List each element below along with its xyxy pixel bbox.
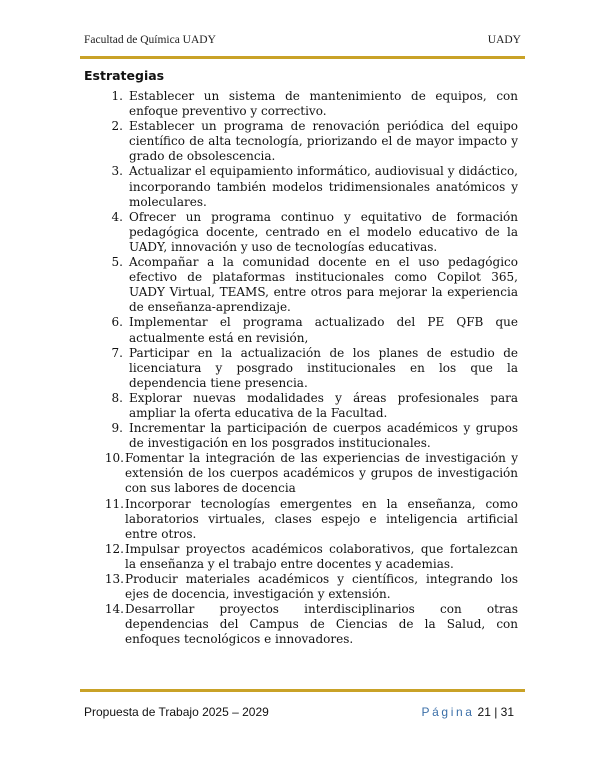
section-title: Estrategias [84,68,165,83]
strategy-item [84,572,518,602]
strategy-number: 7. [111,345,123,360]
strategy-item [84,89,518,119]
strategy-item [84,497,518,542]
header-institution: UADY [487,34,521,46]
strategy-number: 1. [111,89,123,103]
page-indicator [422,705,514,719]
strategy-number: 14. [104,602,124,617]
strategy-list [84,89,518,647]
strategy-text: Incrementar la participación de cuerpos académicos y grupos de investigación en los posgrados institucionales. [129,421,518,451]
strategy-text: Establecer un sistema de mantenimiento de equipos, con enfoque preventivo y correctivo. [129,89,518,119]
strategy-number: 2. [111,119,123,134]
strategy-text: Explorar nuevas modalidades y áreas profesionales para ampliar la oferta educativa de la Facultad. [129,390,518,420]
strategy-text: Desarrollar proyectos interdisciplinarios con otras dependencias del Campus de Ciencias de la Salud, con enfoques tecnológicos e innovadores. [125,602,518,647]
strategy-text: Establecer un programa de renovación periódica del equipo científico de alta tecnología, priorizando el de mayor impacto y grado de obsolescencia. [129,119,518,164]
strategy-number: 10. [104,451,124,466]
strategy-number: 6. [111,315,123,330]
footer-document-title: Propuesta de Trabajo 2025 – 2029 [84,705,269,719]
strategy-item [84,451,518,496]
page-footer [84,705,514,719]
strategy-number: 13. [104,572,124,586]
strategy-item [84,542,518,572]
page-header [84,34,521,50]
strategy-item [84,391,518,421]
header-divider [80,56,525,59]
strategy-number: 12. [104,541,124,556]
strategy-text: Producir materiales académicos y científicos, integrando los ejes de docencia, investigación y extensión. [125,572,518,602]
page-number: 21 | 31 [477,705,514,719]
strategy-item [84,255,518,315]
strategy-text: Participar en la actualización de los planes de estudio de licenciatura y posgrado institucionales en los que la dependencia tiene presencia. [129,345,518,390]
strategy-text: Acompañar a la comunidad docente en el uso pedagógico efectivo de plataformas institucionales como Copilot 365, UADY Virtual, TEAMS, entre otros para mejorar la experiencia de enseñanza-aprendizaje. [129,255,518,315]
strategy-item [84,346,518,391]
header-faculty-name: Facultad de Química UADY [84,34,216,46]
strategy-item [84,421,518,451]
footer-divider [80,689,525,692]
strategy-text: Actualizar el equipamiento informático, audiovisual y didáctico, incorporando también modelos tridimensionales anatómicos y moleculares. [129,164,518,209]
strategy-text: Incorporar tecnologías emergentes en la enseñanza, como laboratorios virtuales, clases espejo e inteligencia artificial entre otros. [125,496,518,541]
strategy-number: 11. [104,496,124,511]
strategy-text: Impulsar proyectos académicos colaborativos, que fortalezcan la enseñanza y el trabajo entre docentes y academias. [125,541,518,571]
strategy-text: Implementar el programa actualizado del PE QFB que actualmente está en revisión, [129,315,518,345]
strategy-item [84,602,518,647]
strategy-number: 5. [111,255,123,270]
strategy-item [84,164,518,209]
strategy-number: 8. [111,390,123,405]
strategy-item [84,119,518,164]
strategy-text: Ofrecer un programa continuo y equitativo de formación pedagógica docente, centrado en el modelo educativo de la UADY, innovación y uso de tecnologías educativas. [129,209,518,254]
page-label: Página [421,705,475,719]
strategy-item [84,315,518,345]
strategy-text: Fomentar la integración de las experiencias de investigación y extensión de los cuerpos académicos y grupos de investigación con sus labores de docencia [125,451,518,496]
strategy-number: 3. [111,164,123,179]
strategy-item [84,210,518,255]
strategy-number: 4. [111,209,123,224]
strategy-number: 9. [111,421,123,436]
